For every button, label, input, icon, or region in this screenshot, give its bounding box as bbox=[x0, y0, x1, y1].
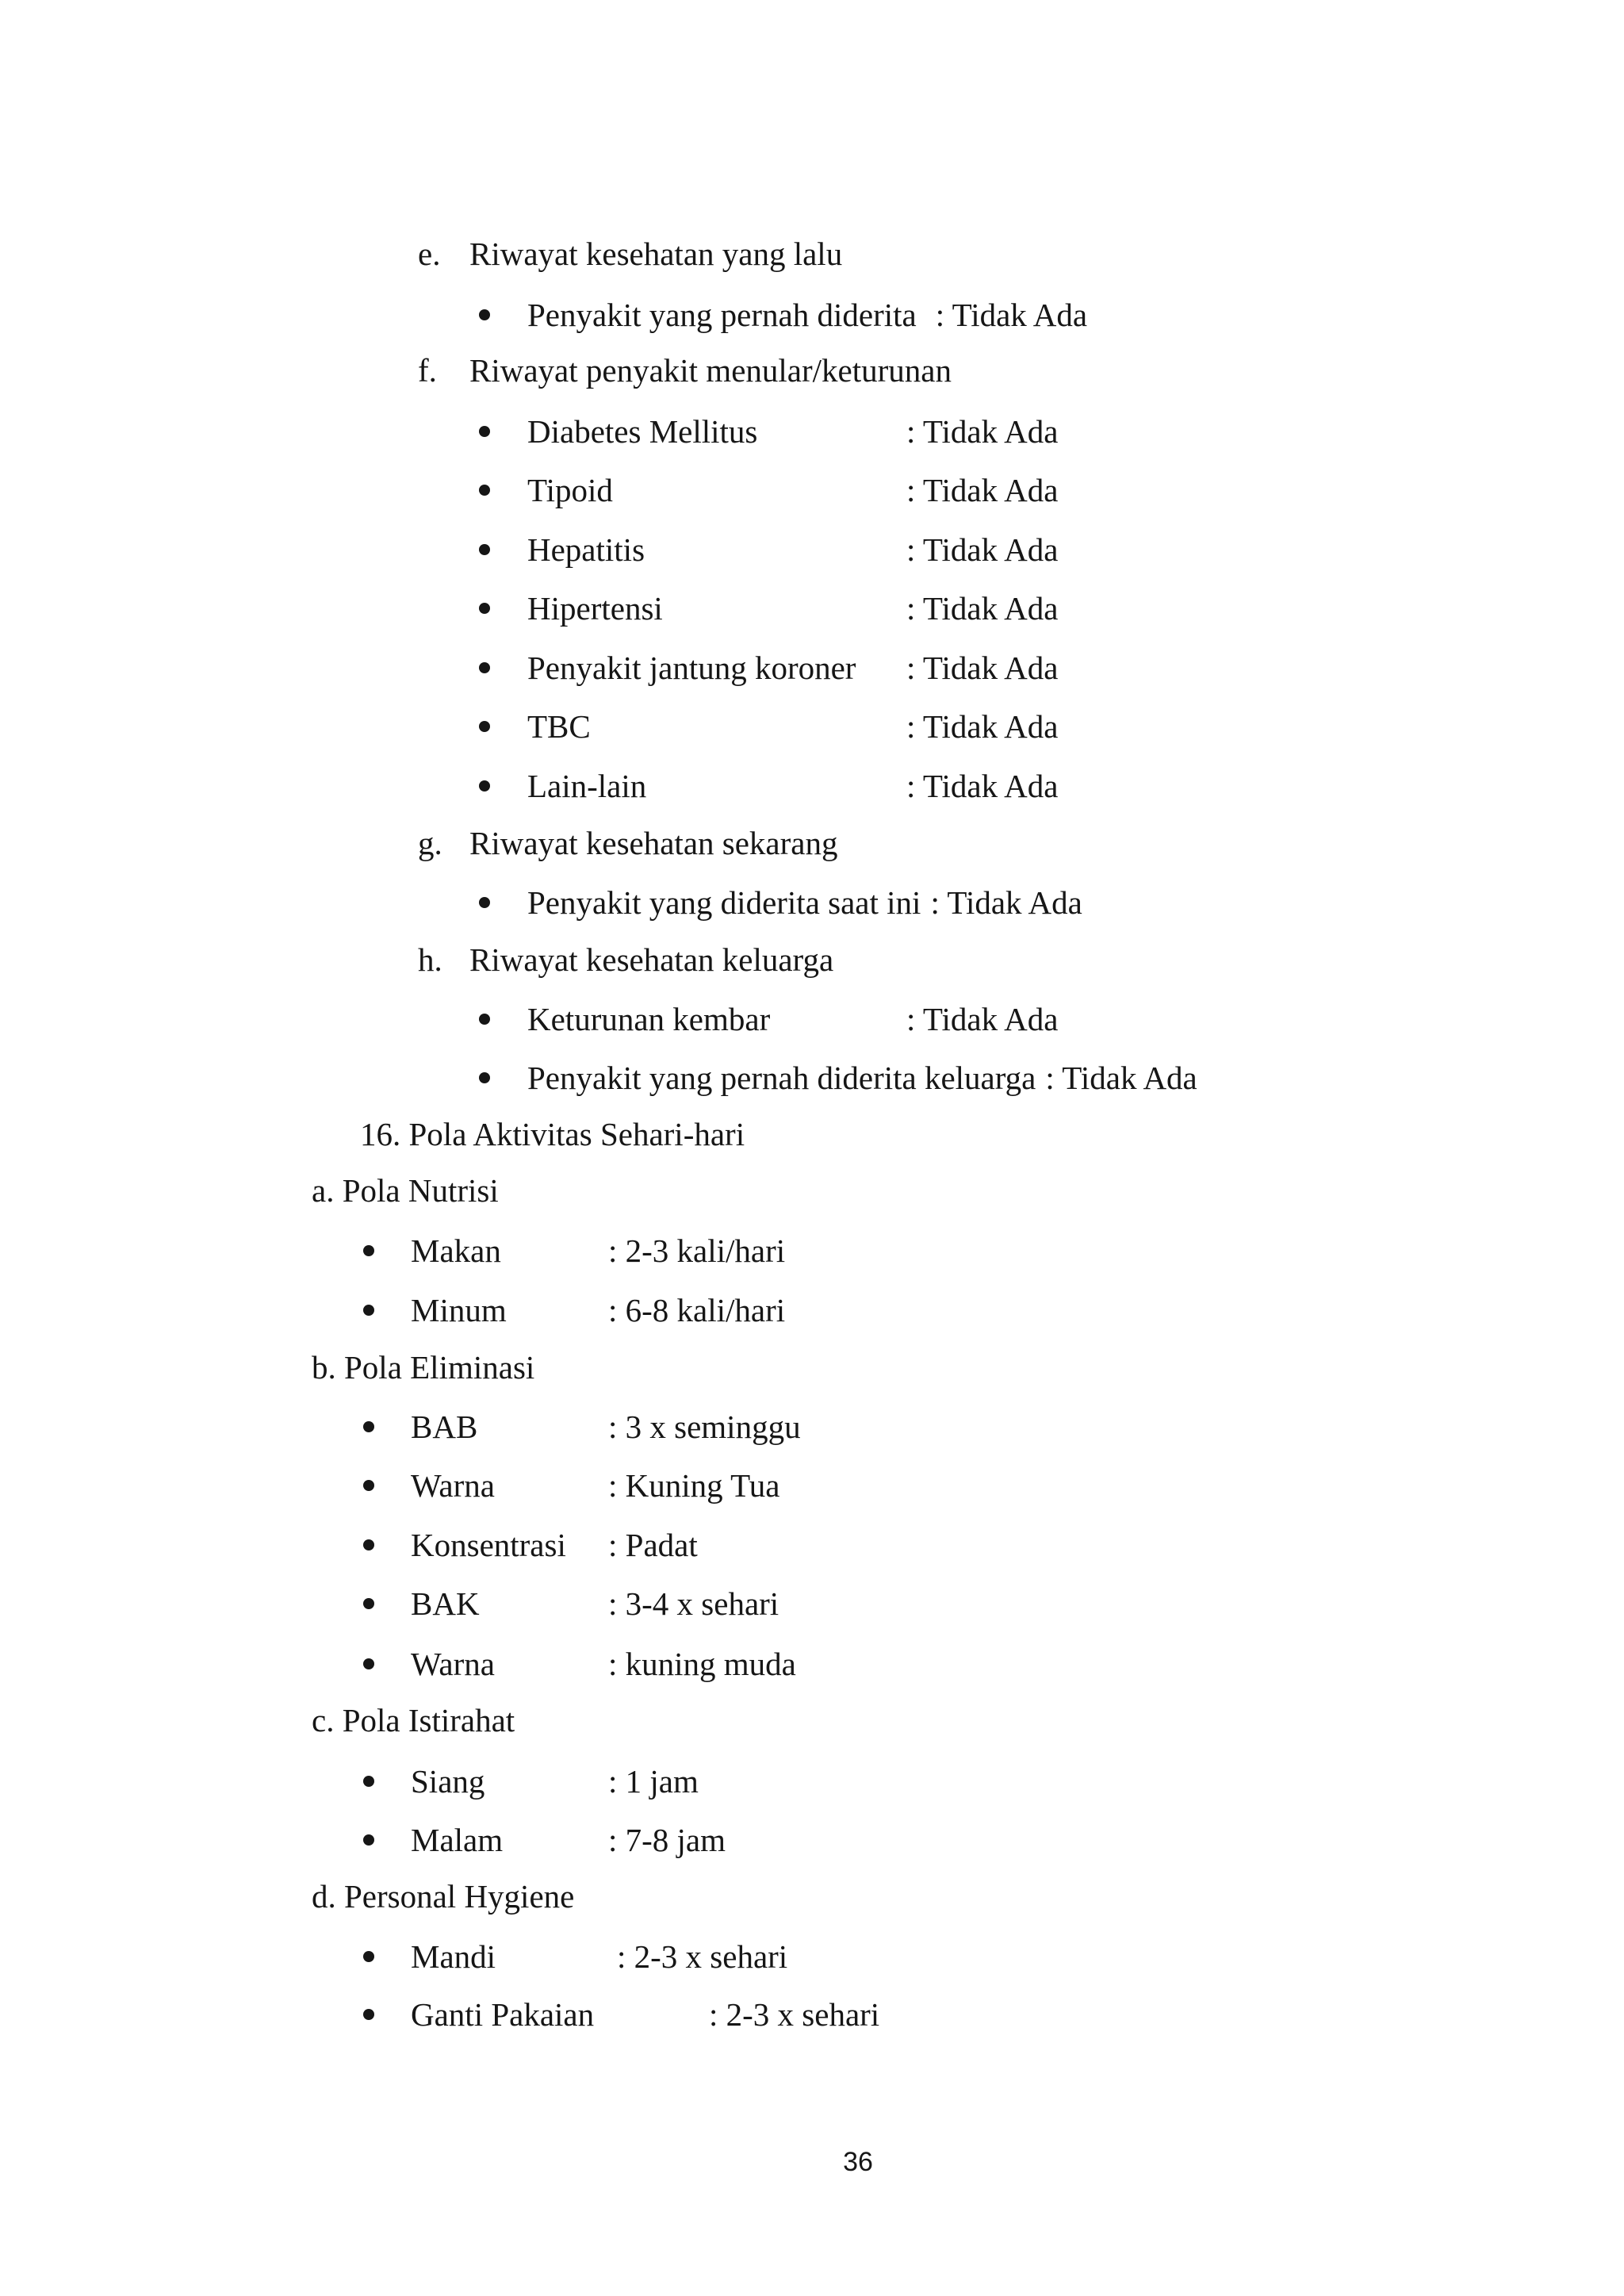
section-title: Riwayat kesehatan keluarga bbox=[469, 941, 834, 978]
item-value: : Tidak Ada bbox=[906, 650, 1059, 686]
list-item bbox=[0, 1820, 1624, 1860]
group-title: a. Pola Nutrisi bbox=[312, 1172, 499, 1209]
list-marker: f. bbox=[418, 352, 437, 389]
list-item bbox=[0, 1290, 1624, 1330]
section-title: Riwayat kesehatan yang lalu bbox=[469, 236, 843, 272]
item-label: Siang bbox=[411, 1763, 485, 1800]
section-title: 16. Pola Aktivitas Sehari-hari bbox=[360, 1116, 745, 1152]
item-label: Warna bbox=[411, 1646, 495, 1682]
item-value: : 6-8 kali/hari bbox=[608, 1292, 786, 1328]
page-number: 36 bbox=[843, 2147, 873, 2177]
item-label: TBC bbox=[527, 708, 591, 745]
bullet-icon bbox=[363, 1539, 374, 1550]
section-title: Riwayat penyakit menular/keturunan bbox=[469, 352, 952, 389]
item-text bbox=[527, 1058, 1197, 1098]
section-g-heading bbox=[0, 823, 1624, 863]
bullet-icon bbox=[479, 897, 490, 908]
group-heading bbox=[0, 1347, 1624, 1387]
list-item bbox=[0, 1407, 1624, 1447]
item-value: : 3-4 x sehari bbox=[608, 1585, 779, 1622]
list-marker: h. bbox=[418, 941, 442, 978]
item-value: : 2-3 x sehari bbox=[709, 1996, 880, 2033]
bullet-icon bbox=[363, 1776, 374, 1787]
item-label: Penyakit yang diderita saat ini bbox=[527, 884, 921, 921]
list-item bbox=[0, 470, 1624, 510]
item-label: Makan bbox=[411, 1232, 501, 1269]
bullet-icon bbox=[363, 1834, 374, 1846]
bullet-icon bbox=[363, 1658, 374, 1669]
bullet-icon bbox=[363, 1421, 374, 1432]
bullet-icon bbox=[363, 1305, 374, 1316]
item-label: Tipoid bbox=[527, 472, 613, 508]
item-value: : Tidak Ada bbox=[906, 768, 1059, 804]
item-text bbox=[527, 883, 1082, 922]
item-label: Warna bbox=[411, 1467, 495, 1504]
list-item bbox=[0, 766, 1624, 806]
list-item bbox=[0, 1937, 1624, 1976]
group-heading bbox=[0, 1171, 1624, 1210]
item-label: Malam bbox=[411, 1822, 504, 1858]
item-label: Ganti Pakaian bbox=[411, 1996, 595, 2033]
item-value: : Tidak Ada bbox=[930, 884, 1082, 921]
item-label: Hipertensi bbox=[527, 590, 663, 627]
item-value: : Tidak Ada bbox=[906, 472, 1059, 508]
item-value: : 1 jam bbox=[608, 1763, 699, 1800]
item-label: Keturunan kembar bbox=[527, 1001, 771, 1037]
bullet-icon bbox=[363, 1951, 374, 1962]
bullet-icon bbox=[363, 1598, 374, 1609]
bullet-icon bbox=[479, 662, 490, 673]
group-title: b. Pola Eliminasi bbox=[312, 1349, 535, 1386]
bullet-icon bbox=[479, 485, 490, 496]
bullet-icon bbox=[363, 1245, 374, 1256]
list-item bbox=[0, 1761, 1624, 1801]
item-value: : Tidak Ada bbox=[935, 297, 1088, 333]
bullet-icon bbox=[479, 1072, 490, 1083]
item-value: : Tidak Ada bbox=[906, 708, 1059, 745]
bullet-icon bbox=[479, 544, 490, 555]
group-title: d. Personal Hygiene bbox=[312, 1878, 575, 1915]
section-16-heading bbox=[0, 1114, 1624, 1154]
list-item bbox=[0, 707, 1624, 746]
item-value: : Tidak Ada bbox=[906, 531, 1059, 568]
item-label: BAB bbox=[411, 1409, 478, 1445]
list-item bbox=[0, 412, 1624, 451]
item-label: Mandi bbox=[411, 1938, 496, 1975]
item-label: Penyakit yang pernah diderita bbox=[527, 297, 917, 333]
bullet-icon bbox=[479, 780, 490, 792]
list-item bbox=[0, 1231, 1624, 1271]
list-item bbox=[0, 1644, 1624, 1684]
bullet-icon bbox=[363, 1480, 374, 1491]
bullet-icon bbox=[479, 1014, 490, 1025]
item-value: : kuning muda bbox=[608, 1646, 796, 1682]
bullet-icon bbox=[479, 426, 490, 437]
group-heading bbox=[0, 1700, 1624, 1740]
item-text bbox=[527, 295, 1087, 335]
bullet-icon bbox=[479, 721, 490, 732]
item-value: : Kuning Tua bbox=[608, 1467, 780, 1504]
item-label: Konsentrasi bbox=[411, 1527, 566, 1563]
list-item bbox=[0, 1466, 1624, 1505]
bullet-icon bbox=[479, 603, 490, 614]
item-value: : 2-3 x sehari bbox=[617, 1938, 788, 1975]
item-label: Penyakit jantung koroner bbox=[527, 650, 856, 686]
item-label: Diabetes Mellitus bbox=[527, 413, 758, 450]
item-value: : Tidak Ada bbox=[906, 413, 1059, 450]
list-item bbox=[0, 1058, 1624, 1098]
group-title: c. Pola Istirahat bbox=[312, 1702, 515, 1738]
item-label: Minum bbox=[411, 1292, 507, 1328]
list-item bbox=[0, 588, 1624, 628]
section-title: Riwayat kesehatan sekarang bbox=[469, 825, 838, 861]
item-value: : 7-8 jam bbox=[608, 1822, 726, 1858]
bullet-icon bbox=[363, 2009, 374, 2020]
list-item bbox=[0, 648, 1624, 688]
item-label: Hepatitis bbox=[527, 531, 645, 568]
list-item bbox=[0, 999, 1624, 1039]
item-value: : Tidak Ada bbox=[906, 1001, 1059, 1037]
item-label: BAK bbox=[411, 1585, 480, 1622]
section-f-heading bbox=[0, 351, 1624, 390]
list-item bbox=[0, 295, 1624, 335]
item-value: : 2-3 kali/hari bbox=[608, 1232, 786, 1269]
item-label: Penyakit yang pernah diderita keluarga bbox=[527, 1060, 1036, 1096]
list-item bbox=[0, 1995, 1624, 2034]
list-marker: g. bbox=[418, 825, 442, 861]
list-item bbox=[0, 530, 1624, 569]
item-label: Lain-lain bbox=[527, 768, 647, 804]
item-value: : Tidak Ada bbox=[1045, 1060, 1197, 1096]
list-item bbox=[0, 1584, 1624, 1623]
item-value: : Padat bbox=[608, 1527, 698, 1563]
item-value: : 3 x seminggu bbox=[608, 1409, 801, 1445]
section-h-heading bbox=[0, 940, 1624, 979]
item-value: : Tidak Ada bbox=[906, 590, 1059, 627]
bullet-icon bbox=[479, 309, 490, 320]
list-item bbox=[0, 1525, 1624, 1565]
list-marker: e. bbox=[418, 236, 441, 272]
section-e-heading bbox=[0, 234, 1624, 274]
group-heading bbox=[0, 1876, 1624, 1916]
list-item bbox=[0, 883, 1624, 922]
